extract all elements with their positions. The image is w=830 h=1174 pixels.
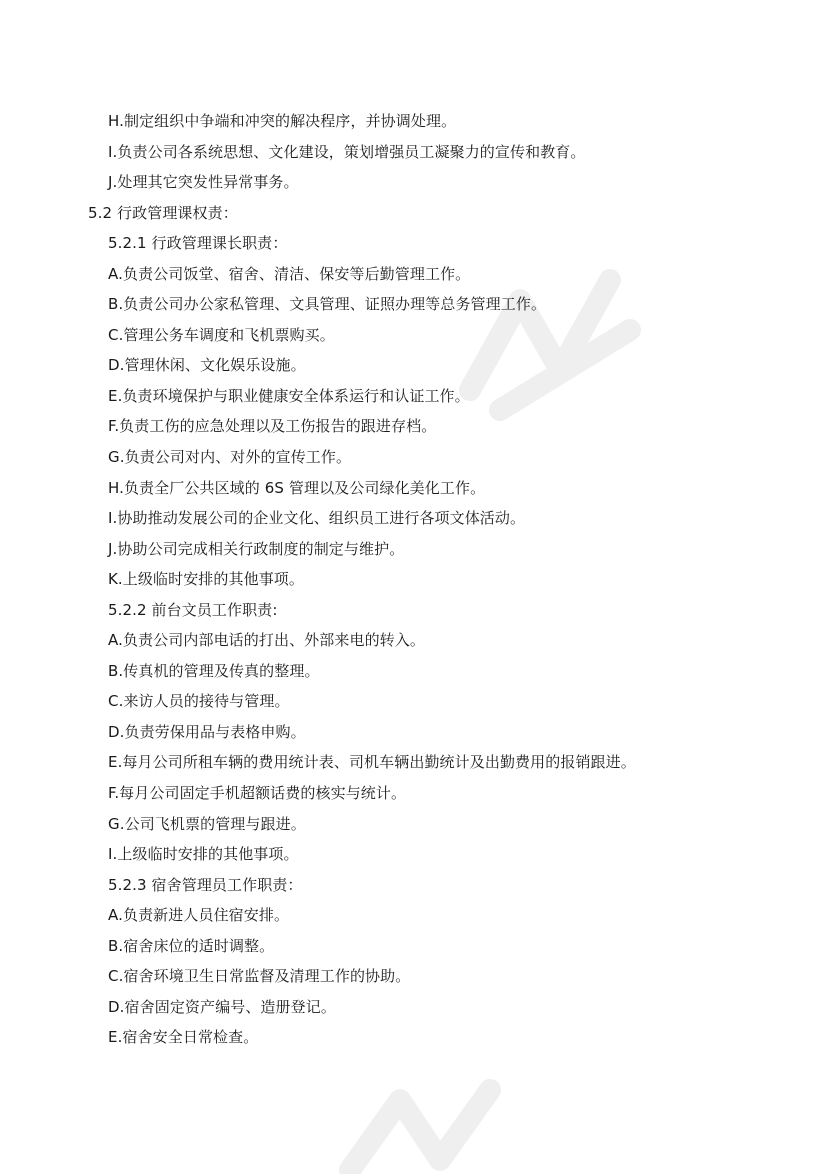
text-line: H.负责全厂公共区域的 6S 管理以及公司绿化美化工作。: [108, 478, 486, 497]
text-line: B.传真机的管理及传真的整理。: [108, 661, 320, 680]
text-line: D.宿舍固定资产编号、造册登记。: [108, 997, 336, 1016]
document-body: [88, 106, 788, 1053]
text-line: J.处理其它突发性异常事务。: [108, 173, 299, 192]
text-line: K.上级临时安排的其他事项。: [108, 570, 305, 589]
text-line: G.公司飞机票的管理与跟进。: [108, 814, 306, 833]
text-line: B.负责公司办公家私管理、文具管理、证照办理等总务管理工作。: [108, 295, 547, 314]
text-line: I.负责公司各系统思想、文化建设，策划增强员工凝聚力的宣传和教育。: [108, 142, 586, 161]
text-line: C.来访人员的接待与管理。: [108, 692, 290, 711]
watermark-graphic: [330, 1070, 530, 1174]
text-line: A.负责公司饭堂、宿舍、清洁、保安等后勤管理工作。: [108, 264, 471, 283]
subsection-heading: 5.2.1 行政管理课长职责：: [108, 234, 288, 253]
text-line: E.负责环境保护与职业健康安全体系运行和认证工作。: [108, 386, 470, 405]
text-line: A.负责公司内部电话的打出、外部来电的转入。: [108, 631, 425, 650]
text-line: E.宿舍安全日常检查。: [108, 1028, 259, 1047]
text-line: J.协助公司完成相关行政制度的制定与维护。: [108, 539, 405, 558]
text-line: E.每月公司所租车辆的费用统计表、司机车辆出勤统计及出勤费用的报销跟进。: [108, 753, 636, 772]
text-line: G.负责公司对内、对外的宣传工作。: [108, 448, 352, 467]
text-line: I.协助推动发展公司的企业文化、组织员工进行各项文体活动。: [108, 509, 526, 528]
text-line: F.每月公司固定手机超额话费的核实与统计。: [108, 784, 407, 803]
text-line: F.负责工伤的应急处理以及工伤报告的跟进存档。: [108, 417, 437, 436]
text-line: D.负责劳保用品与表格申购。: [108, 722, 306, 741]
text-line: B.宿舍床位的适时调整。: [108, 936, 275, 955]
subsection-heading: 5.2.3 宿舍管理员工作职责：: [108, 875, 303, 894]
text-line: I.上级临时安排的其他事项。: [108, 845, 299, 864]
text-line: D.管理休闲、文化娱乐设施。: [108, 356, 306, 375]
text-line: H.制定组织中争端和冲突的解决程序，并协调处理。: [108, 112, 457, 130]
subsection-heading: 5.2.2 前台文员工作职责:: [108, 600, 278, 619]
text-line: C.管理公务车调度和飞机票购买。: [108, 325, 335, 344]
text-line: A.负责新进人员住宿安排。: [108, 906, 290, 925]
section-heading: 5.2 行政管理课权责：: [88, 203, 238, 222]
text-line: C.宿舍环境卫生日常监督及清理工作的协助。: [108, 967, 411, 986]
